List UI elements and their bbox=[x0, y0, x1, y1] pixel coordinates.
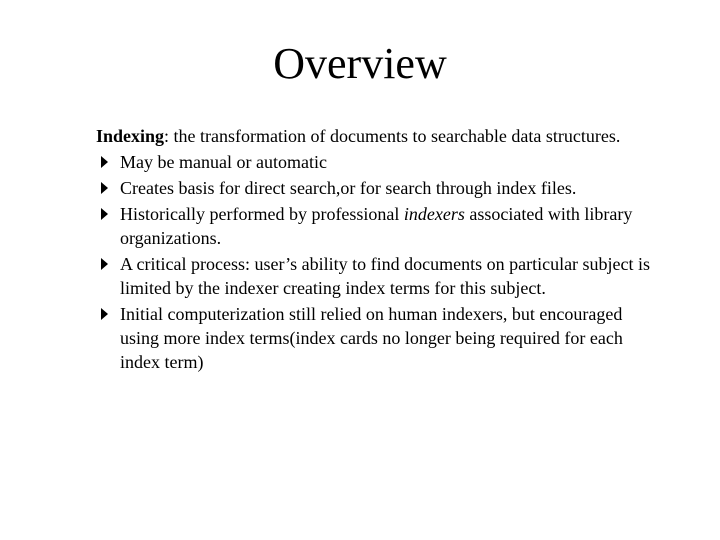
bullet-text: Initial computerization still relied on human indexers, but encouraged using more index terms(index cards no longer being required for each index term) bbox=[120, 304, 623, 372]
intro-definition: : the transformation of documents to searchable data structures. bbox=[164, 126, 621, 146]
bullet-text: Creates basis for direct search,or for search through index files. bbox=[120, 178, 577, 198]
intro-paragraph bbox=[96, 124, 656, 148]
triangle-right-icon bbox=[101, 182, 108, 194]
bullet-item bbox=[96, 252, 656, 300]
triangle-right-icon bbox=[101, 308, 108, 320]
bullet-item bbox=[96, 302, 656, 374]
bullet-item bbox=[96, 202, 656, 250]
bullet-item bbox=[96, 176, 656, 200]
triangle-right-icon bbox=[101, 258, 108, 270]
intro-term: Indexing bbox=[96, 126, 165, 146]
bullet-text: May be manual or automatic bbox=[120, 152, 327, 172]
slide-title: Overview bbox=[273, 39, 447, 88]
triangle-right-icon bbox=[101, 208, 108, 220]
bullet-item bbox=[96, 150, 656, 174]
bullet-text-after: associated with library organizations. bbox=[120, 204, 633, 248]
bullet-text-emphasis: indexers bbox=[403, 204, 465, 224]
triangle-right-icon bbox=[101, 156, 108, 168]
bullet-list bbox=[96, 150, 656, 374]
slide-body bbox=[96, 124, 656, 376]
bullet-text: A critical process: user’s ability to find documents on particular subject is limited by the indexer creating index terms for this subject. bbox=[120, 254, 651, 298]
bullet-text-before: Historically performed by professional bbox=[120, 204, 404, 224]
